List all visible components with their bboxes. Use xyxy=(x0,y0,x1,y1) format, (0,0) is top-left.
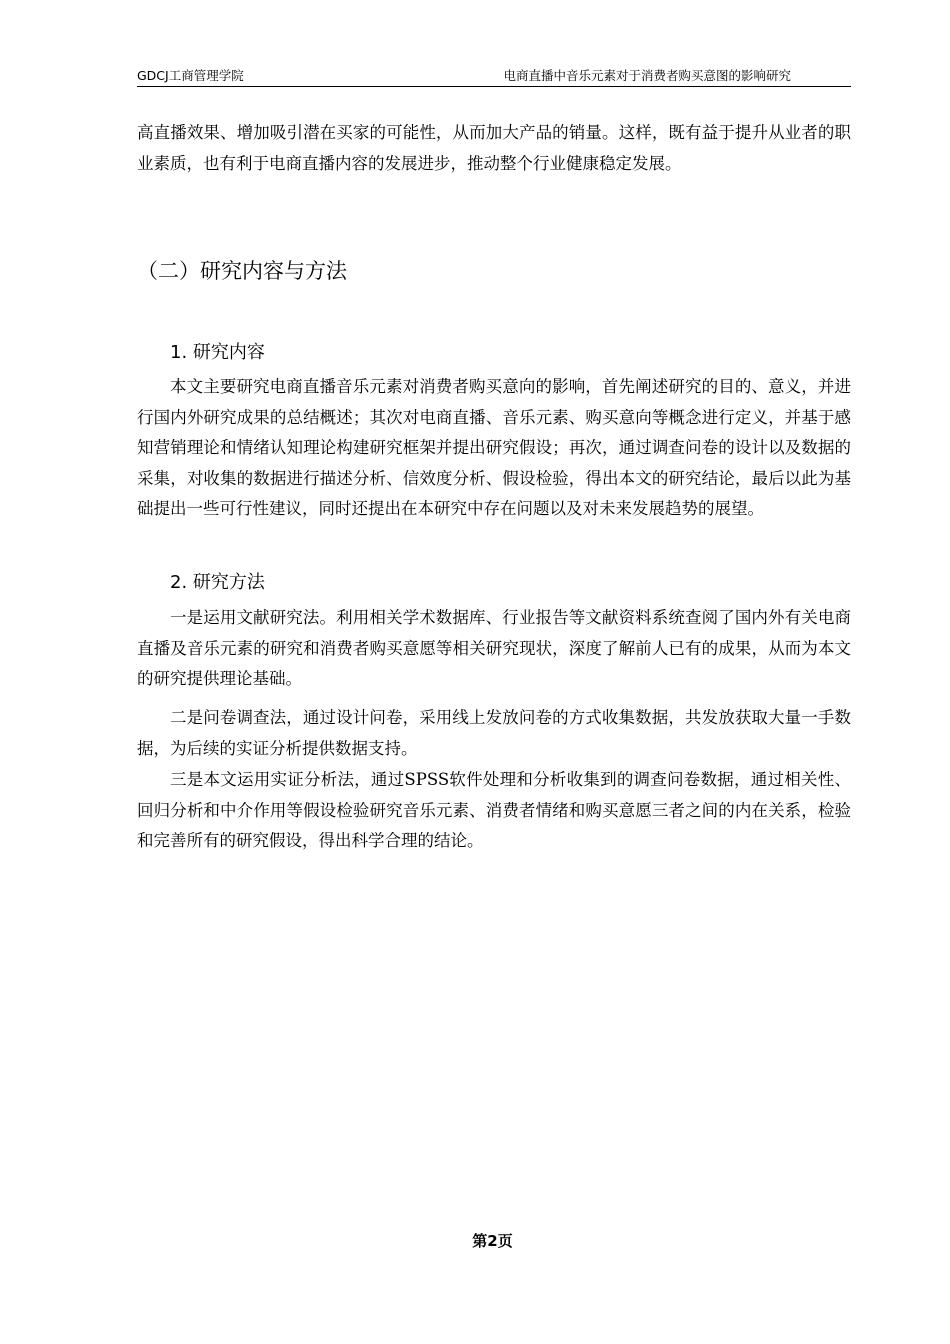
header-institution: GDCJ工商管理学院 xyxy=(137,68,244,83)
research-content-paragraph: 本文主要研究电商直播音乐元素对消费者购买意向的影响，首先阐述研究的目的、意义，并进行国内外研究成果的总结概述；其次对电商直播、音乐元素、购买意向等概念进行定义，并基于感知营销理论和情绪认知理论构建研究框架并提出研究假设；再次，通过调查问卷的设计以及数据的采集，对收集的数据进行描述分析、信效度分析、假设检验，得出本文的研究结论，最后以此为基础提出一些可行性建议，同时还提出在本研究中存在问题以及对未来发展趋势的展望。 xyxy=(137,377,851,518)
page-number: 第2页 xyxy=(472,1232,513,1250)
method-paragraph-questionnaire: 二是问卷调查法，通过设计问卷，采用线上发放问卷的方式收集数据，共发放获取大量一手数据，为后续的实证分析提供数据支持。 xyxy=(137,708,851,758)
subsection-heading-research-methods: 2. 研究方法 xyxy=(170,572,265,593)
header-divider xyxy=(137,86,851,87)
header-paper-title: 电商直播中音乐元素对于消费者购买意图的影响研究 xyxy=(503,68,791,83)
method-paragraph-empirical: 三是本文运用实证分析法，通过SPSS软件处理和分析收集到的调查问卷数据，通过相关性、回归分析和中介作用等假设检验研究音乐元素、消费者情绪和购买意愿三者之间的内在关系，检验和完善所有的研究假设，得出科学合理的结论。 xyxy=(137,770,851,850)
subsection-heading-research-content: 1. 研究内容 xyxy=(170,342,265,363)
section-heading: （二）研究内容与方法 xyxy=(137,259,347,283)
intro-paragraph: 高直播效果、增加吸引潜在买家的可能性，从而加大产品的销量。这样，既有益于提升从业者的职业素质，也有利于电商直播内容的发展进步，推动整个行业健康稳定发展。 xyxy=(137,123,851,173)
page-header xyxy=(137,68,851,86)
method-paragraph-literature: 一是运用文献研究法。利用相关学术数据库、行业报告等文献资料系统查阅了国内外有关电商直播及音乐元素的研究和消费者购买意愿等相关研究现状，深度了解前人已有的成果，从而为本文的研究提供理论基础。 xyxy=(137,608,851,688)
